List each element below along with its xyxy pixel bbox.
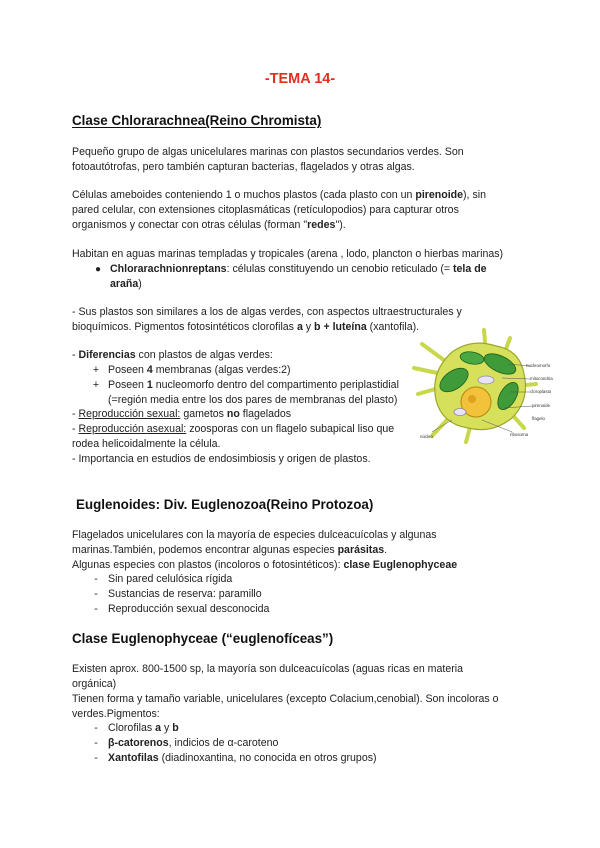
paragraph-line: Flagelados unicelulares con la mayoría de especies dulceacuícolas y algunas — [72, 529, 437, 541]
bullet-item: ● Chlorarachnionreptans: células constituyendo un cenobio reticulado (= tela de — [86, 262, 487, 277]
dash-icon: - — [94, 573, 98, 585]
list-item: - Clorofilas a y b — [84, 721, 179, 736]
dash-icon: - — [94, 722, 98, 734]
paragraph-line: organismos y conectar con otras células (forman "redes"). — [72, 219, 346, 231]
plus-item: + Poseen 1 nucleomorfo dentro del compartimento periplastidial — [84, 378, 399, 393]
chlorarachnion-cell-diagram — [412, 324, 554, 446]
paragraph-line: rodea helicoidalmente la célula. — [72, 438, 221, 450]
list-item: - Sin pared celulósica rígida — [84, 572, 232, 587]
diagram-label: cloroplasto — [530, 389, 552, 394]
paragraph-line: - Reproducción asexual: zoosporas con un flagelo subapical liso que — [72, 423, 395, 435]
dash-icon: - — [94, 752, 98, 764]
page-title: -TEMA 14- — [264, 71, 336, 87]
paragraph-line: marinas.También, podemos encontrar algunas especies parásitas. — [72, 544, 388, 556]
paragraph-line: Células ameboides conteniendo 1 o muchos plastos (cada plasto con un pirenoide), sin — [72, 189, 486, 201]
section-heading-euglenoides: Euglenoides: Div. Euglenozoa(Reino Protozoa) — [76, 497, 374, 512]
list-item: - Xantofilas (diadinoxantina, no conocida en otros grupos) — [84, 751, 377, 766]
diagram-label: mitocondria — [530, 376, 553, 381]
paragraph-line: Pequeño grupo de algas unicelulares marinas con plastos secundarios verdes. Son — [72, 146, 464, 158]
paragraph-line: Habitan en aguas marinas templadas y tropicales (arena , lodo, plancton o hierbas marinas) — [72, 248, 504, 260]
dash-icon: - — [94, 737, 98, 749]
list-item: - β-catorenos, indicios de α-caroteno — [84, 736, 278, 751]
paragraph-line: Algunas especies con plastos (incoloros o fotosintéticos): clase Euglenophyceae — [72, 559, 458, 571]
paragraph-line: - Reproducción sexual: gametos no flagelados — [72, 408, 292, 420]
diagram-label: núcleo — [420, 434, 433, 439]
section-heading-chlorarachnea: Clase Chlorarachnea(Reino Chromista) — [72, 113, 322, 128]
diagram-label: ribosoma — [510, 432, 529, 437]
diagram-label: flagelo — [532, 416, 545, 421]
plus-icon: + — [92, 364, 100, 376]
dash-icon: - — [94, 588, 98, 600]
paragraph-line: pared celular, con extensiones citoplasmáticas (retículopodios) para capturar otros — [72, 204, 459, 216]
paragraph-line: Existen aprox. 800-1500 sp, la mayoría son dulceacuícolas (aguas ricas en materia — [72, 663, 464, 675]
paragraph-line: bioquímicos. Pigmentos fotosintéticos clorofilas a y b + luteína (xantofila). — [72, 321, 420, 333]
paragraph-line: orgánica) — [72, 678, 117, 690]
plus-icon: + — [92, 379, 100, 391]
dash-icon: - — [94, 603, 98, 615]
paragraph-line: Tienen forma y tamaño variable, unicelulares (excepto Colacium,cenobial). Son incoloras o — [72, 693, 499, 705]
paragraph-line: - Diferencias con plastos de algas verdes: — [72, 349, 273, 361]
paragraph-line: fotoautótrofas, pero también capturan bacterias, flagelados y otras algas. — [72, 161, 415, 173]
bullet-dot-icon: ● — [94, 264, 102, 275]
paragraph-line: - Sus plastos son similares a los de algas verdes, con aspectos ultraestructurales y — [72, 306, 462, 318]
bullet-item-continuation: araña) — [110, 278, 142, 290]
paragraph-line: - Importancia en estudios de endosimbiosis y origen de plastos. — [72, 453, 371, 465]
list-item: - Reproducción sexual desconocida — [84, 602, 269, 617]
section-heading-euglenophyceae: Clase Euglenophyceae (“euglenofíceas”) — [72, 631, 334, 646]
diagram-label: pirenoide — [532, 403, 551, 408]
paragraph-line: verdes.Pigmentos: — [72, 708, 160, 720]
list-item: - Sustancias de reserva: paramillo — [84, 587, 262, 602]
diagram-label: nucleomorfo — [526, 363, 551, 368]
plus-item: + Poseen 4 membranas (algas verdes:2) — [84, 363, 291, 378]
plus-item-continuation: (=región media entre los dos pares de membranas del plasto) — [108, 394, 398, 406]
